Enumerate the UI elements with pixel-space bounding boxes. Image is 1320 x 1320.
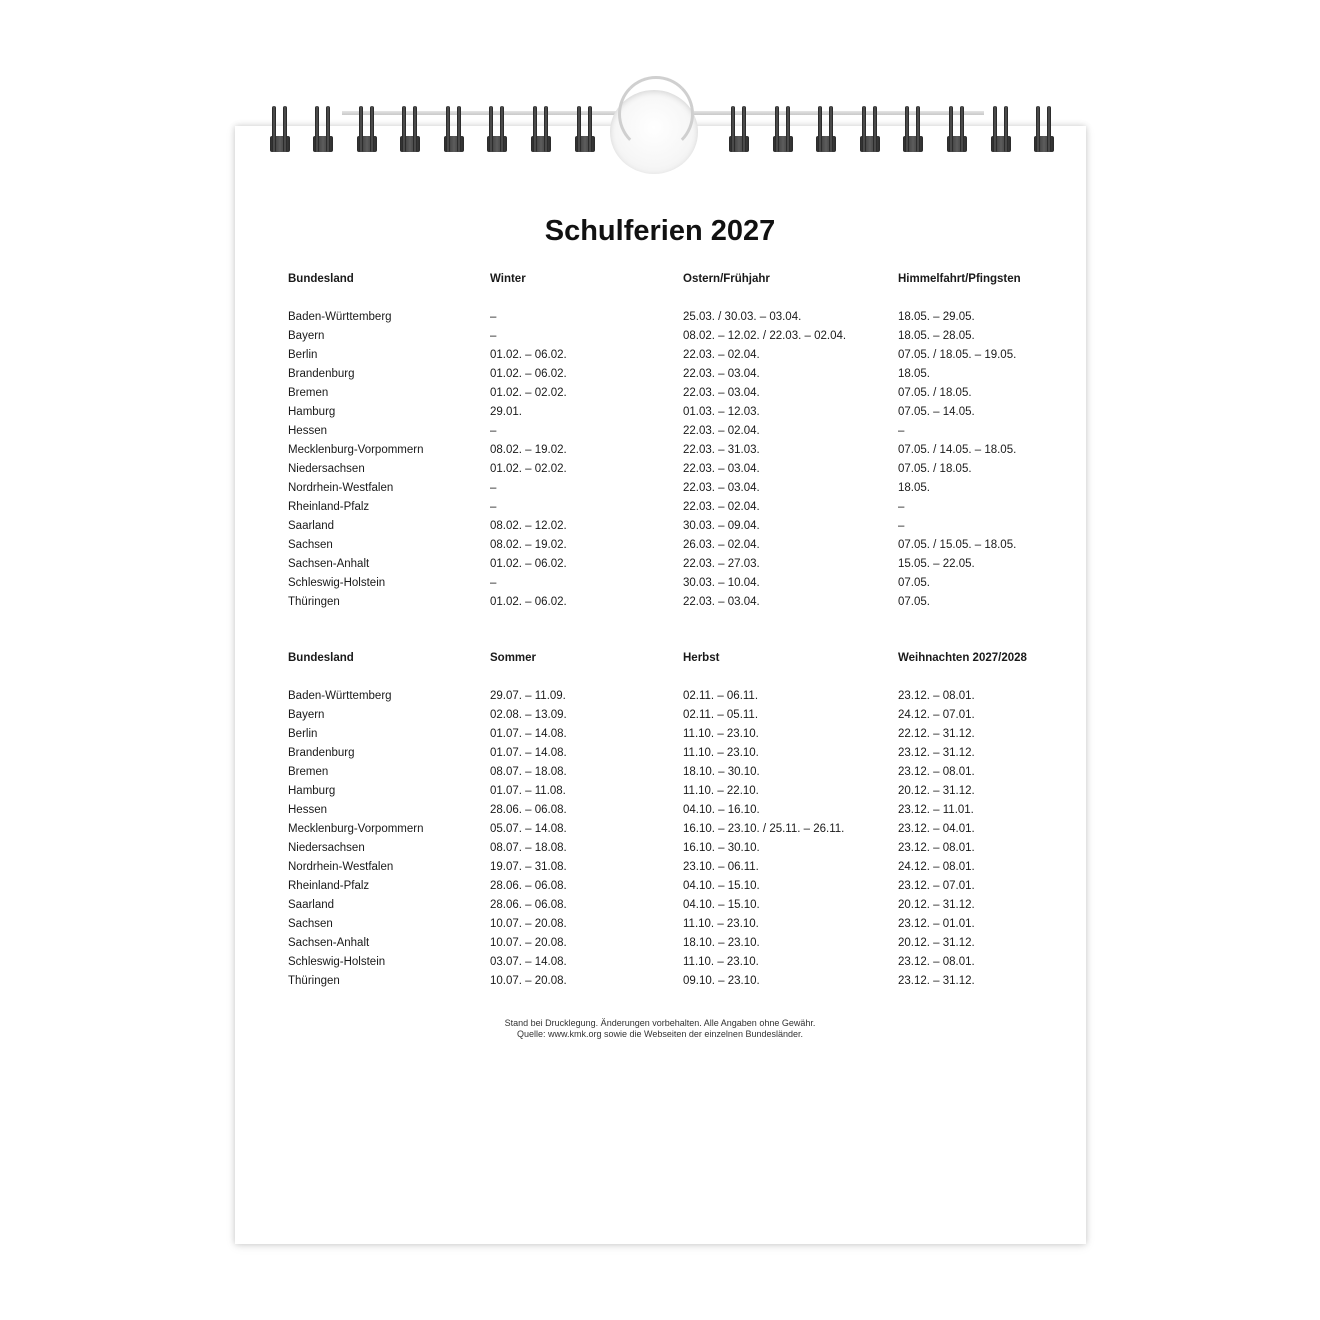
holiday-dates: 20.12. – 31.12. [898, 785, 975, 797]
column-header: Weihnachten 2027/2028 [898, 652, 1027, 664]
holiday-dates: 24.12. – 08.01. [898, 861, 975, 873]
column-header: Himmelfahrt/Pfingsten [898, 273, 1021, 285]
state-name: Nordrhein-Westfalen [288, 861, 394, 873]
table-row [0, 441, 1320, 460]
holiday-dates: 22.03. – 31.03. [683, 444, 760, 456]
table-row [0, 763, 1320, 782]
holiday-dates: 07.05. [898, 577, 930, 589]
holiday-dates: 15.05. – 22.05. [898, 558, 975, 570]
holiday-dates: 16.10. – 30.10. [683, 842, 760, 854]
holiday-dates: 07.05. / 18.05. [898, 387, 972, 399]
table-row [0, 934, 1320, 953]
holiday-dates: 07.05. – 14.05. [898, 406, 975, 418]
holiday-dates: – [490, 330, 497, 342]
table-row [0, 744, 1320, 763]
state-name: Berlin [288, 728, 318, 740]
binding-ring-icon [313, 106, 333, 152]
table-row [0, 574, 1320, 593]
holiday-dates: 23.12. – 04.01. [898, 823, 975, 835]
holiday-dates: – [898, 425, 905, 437]
table-row [0, 384, 1320, 403]
binding-ring-icon [816, 106, 836, 152]
holiday-dates: 09.10. – 23.10. [683, 975, 760, 987]
holiday-dates: 19.07. – 31.08. [490, 861, 567, 873]
binding-ring-icon [487, 106, 507, 152]
holiday-dates: 22.03. – 03.04. [683, 387, 760, 399]
binding-ring-icon [357, 106, 377, 152]
state-name: Bremen [288, 766, 329, 778]
table-row [0, 346, 1320, 365]
holiday-dates: 01.02. – 06.02. [490, 368, 567, 380]
holiday-dates: 30.03. – 10.04. [683, 577, 760, 589]
footnote-source: Quelle: www.kmk.org sowie die Webseiten der einzelnen Bundesländer. [517, 1029, 803, 1039]
holiday-dates: 08.02. – 19.02. [490, 444, 567, 456]
holiday-dates: 02.11. – 05.11. [683, 709, 759, 721]
column-header: Bundesland [288, 273, 354, 285]
holiday-dates: 01.07. – 14.08. [490, 728, 567, 740]
holiday-dates: 22.03. – 03.04. [683, 368, 760, 380]
state-name: Berlin [288, 349, 318, 361]
holiday-dates: 23.12. – 08.01. [898, 690, 975, 702]
holiday-dates: – [898, 501, 905, 513]
state-name: Thüringen [288, 596, 340, 608]
holiday-dates: 18.10. – 23.10. [683, 937, 760, 949]
holiday-dates: 18.05. [898, 368, 930, 380]
table-row [0, 327, 1320, 346]
table-row [0, 687, 1320, 706]
holiday-dates: – [490, 311, 497, 323]
holiday-dates: 08.02. – 12.02. [490, 520, 567, 532]
holiday-dates: 23.10. – 06.11. [683, 861, 759, 873]
holiday-dates: 18.05. – 28.05. [898, 330, 975, 342]
holiday-dates: 05.07. – 14.08. [490, 823, 567, 835]
holiday-dates: 22.03. – 03.04. [683, 482, 760, 494]
holiday-dates: 01.02. – 06.02. [490, 596, 567, 608]
table-row [0, 308, 1320, 327]
state-name: Hessen [288, 425, 327, 437]
holiday-dates: 23.12. – 01.01. [898, 918, 975, 930]
holiday-dates: 08.07. – 18.08. [490, 842, 567, 854]
holiday-dates: 22.03. – 02.04. [683, 425, 760, 437]
table-row [0, 896, 1320, 915]
holiday-dates: 07.05. / 14.05. – 18.05. [898, 444, 1017, 456]
binding-ring-icon [270, 106, 290, 152]
table-row [0, 403, 1320, 422]
holiday-dates: 30.03. – 09.04. [683, 520, 760, 532]
holiday-dates: 03.07. – 14.08. [490, 956, 567, 968]
holiday-dates: 26.03. – 02.04. [683, 539, 760, 551]
holiday-dates: – [490, 577, 497, 589]
hanger-hook-icon [618, 76, 694, 152]
state-name: Bremen [288, 387, 329, 399]
holiday-dates: 18.05. – 29.05. [898, 311, 975, 323]
state-name: Niedersachsen [288, 463, 365, 475]
holiday-dates: 23.12. – 11.01. [898, 804, 974, 816]
table-row [0, 782, 1320, 801]
binding-ring-icon [729, 106, 749, 152]
state-name: Baden-Württemberg [288, 311, 392, 323]
state-name: Hessen [288, 804, 327, 816]
holiday-dates: 01.07. – 11.08. [490, 785, 566, 797]
table-row [0, 517, 1320, 536]
table-row [0, 422, 1320, 441]
holiday-dates: 01.02. – 06.02. [490, 558, 567, 570]
holiday-dates: 01.02. – 02.02. [490, 387, 567, 399]
page-title: Schulferien 2027 [544, 215, 776, 247]
state-name: Bayern [288, 709, 325, 721]
state-name: Rheinland-Pfalz [288, 880, 370, 892]
holiday-dates: 10.07. – 20.08. [490, 918, 567, 930]
state-name: Baden-Württemberg [288, 690, 392, 702]
column-header: Herbst [683, 652, 720, 664]
holiday-dates: 01.07. – 14.08. [490, 747, 567, 759]
state-name: Saarland [288, 899, 335, 911]
holiday-dates: 10.07. – 20.08. [490, 975, 567, 987]
state-name: Niedersachsen [288, 842, 365, 854]
holiday-dates: – [490, 425, 497, 437]
holiday-dates: 01.02. – 06.02. [490, 349, 567, 361]
holiday-dates: 02.08. – 13.09. [490, 709, 567, 721]
holiday-dates: 11.10. – 23.10. [683, 728, 759, 740]
holiday-dates: 22.03. – 27.03. [683, 558, 760, 570]
holiday-dates: 20.12. – 31.12. [898, 899, 975, 911]
state-name: Mecklenburg-Vorpommern [288, 823, 424, 835]
binding-ring-icon [860, 106, 880, 152]
table-row [0, 858, 1320, 877]
holiday-dates: – [490, 482, 497, 494]
holiday-dates: 22.03. – 03.04. [683, 596, 760, 608]
holiday-dates: 20.12. – 31.12. [898, 937, 975, 949]
state-name: Sachsen-Anhalt [288, 558, 370, 570]
table-row [0, 839, 1320, 858]
holiday-dates: 25.03. / 30.03. – 03.04. [683, 311, 802, 323]
holiday-dates: 29.01. [490, 406, 522, 418]
table-row [0, 820, 1320, 839]
binding-ring-icon [575, 106, 595, 152]
holiday-dates: 02.11. – 06.11. [683, 690, 759, 702]
state-name: Schleswig-Holstein [288, 956, 386, 968]
column-header: Winter [490, 273, 526, 285]
holiday-dates: 04.10. – 15.10. [683, 880, 760, 892]
holiday-dates: 08.02. – 12.02. / 22.03. – 02.04. [683, 330, 847, 342]
state-name: Mecklenburg-Vorpommern [288, 444, 424, 456]
calendar-page [235, 126, 1086, 1244]
binding-ring-icon [531, 106, 551, 152]
state-name: Schleswig-Holstein [288, 577, 386, 589]
holiday-dates: 04.10. – 16.10. [683, 804, 760, 816]
binding-ring-icon [947, 106, 967, 152]
holiday-dates: 23.12. – 08.01. [898, 766, 975, 778]
holiday-dates: 24.12. – 07.01. [898, 709, 975, 721]
column-header: Ostern/Frühjahr [683, 273, 770, 285]
table-row [0, 725, 1320, 744]
holiday-dates: – [490, 501, 497, 513]
holiday-dates: 22.03. – 03.04. [683, 463, 760, 475]
table-row [0, 706, 1320, 725]
holiday-dates: – [898, 520, 905, 532]
table-row [0, 593, 1320, 612]
holiday-dates: 01.02. – 02.02. [490, 463, 567, 475]
holiday-dates: 01.03. – 12.03. [683, 406, 760, 418]
holiday-dates: 16.10. – 23.10. / 25.11. – 26.11. [683, 823, 845, 835]
holiday-dates: 28.06. – 06.08. [490, 880, 567, 892]
holiday-dates: 11.10. – 23.10. [683, 747, 759, 759]
holiday-dates: 11.10. – 22.10. [683, 785, 759, 797]
binding-ring-icon [400, 106, 420, 152]
holiday-dates: 23.12. – 08.01. [898, 842, 975, 854]
state-name: Brandenburg [288, 747, 355, 759]
state-name: Nordrhein-Westfalen [288, 482, 394, 494]
holiday-dates: 22.03. – 02.04. [683, 349, 760, 361]
holiday-dates: 08.02. – 19.02. [490, 539, 567, 551]
holiday-dates: 07.05. / 15.05. – 18.05. [898, 539, 1017, 551]
footnote-disclaimer: Stand bei Drucklegung. Änderungen vorbehalten. Alle Angaben ohne Gewähr. [504, 1018, 816, 1028]
binding-ring-icon [903, 106, 923, 152]
state-name: Saarland [288, 520, 335, 532]
state-name: Hamburg [288, 785, 336, 797]
table-row [0, 915, 1320, 934]
state-name: Bayern [288, 330, 325, 342]
holiday-dates: 18.05. [898, 482, 930, 494]
state-name: Sachsen [288, 918, 333, 930]
table-row [0, 877, 1320, 896]
holiday-dates: 28.06. – 06.08. [490, 899, 567, 911]
holiday-dates: 08.07. – 18.08. [490, 766, 567, 778]
holiday-dates: 07.05. / 18.05. [898, 463, 972, 475]
state-name: Rheinland-Pfalz [288, 501, 370, 513]
holiday-dates: 23.12. – 08.01. [898, 956, 975, 968]
binding-ring-icon [773, 106, 793, 152]
holiday-dates: 11.10. – 23.10. [683, 956, 759, 968]
holiday-dates: 07.05. [898, 596, 930, 608]
holiday-dates: 11.10. – 23.10. [683, 918, 759, 930]
table-row [0, 536, 1320, 555]
table-row [0, 460, 1320, 479]
table-row [0, 479, 1320, 498]
state-name: Sachsen-Anhalt [288, 937, 370, 949]
table-header-row [0, 270, 1320, 289]
binding-ring-icon [1034, 106, 1054, 152]
holiday-dates: 28.06. – 06.08. [490, 804, 567, 816]
state-name: Thüringen [288, 975, 340, 987]
holiday-dates: 04.10. – 15.10. [683, 899, 760, 911]
table-header-row [0, 649, 1320, 668]
holiday-dates: 23.12. – 31.12. [898, 747, 975, 759]
holiday-dates: 23.12. – 31.12. [898, 975, 975, 987]
state-name: Brandenburg [288, 368, 355, 380]
holiday-dates: 22.03. – 02.04. [683, 501, 760, 513]
table-row [0, 365, 1320, 384]
table-row [0, 555, 1320, 574]
table-row [0, 498, 1320, 517]
table-row [0, 953, 1320, 972]
binding-ring-icon [444, 106, 464, 152]
state-name: Hamburg [288, 406, 336, 418]
state-name: Sachsen [288, 539, 333, 551]
binding-ring-icon [991, 106, 1011, 152]
table-row [0, 801, 1320, 820]
holiday-dates: 22.12. – 31.12. [898, 728, 975, 740]
column-header: Bundesland [288, 652, 354, 664]
holiday-dates: 18.10. – 30.10. [683, 766, 760, 778]
table-row [0, 972, 1320, 991]
column-header: Sommer [490, 652, 537, 664]
holiday-dates: 29.07. – 11.09. [490, 690, 566, 702]
holiday-dates: 23.12. – 07.01. [898, 880, 975, 892]
holiday-dates: 10.07. – 20.08. [490, 937, 567, 949]
holiday-dates: 07.05. / 18.05. – 19.05. [898, 349, 1017, 361]
